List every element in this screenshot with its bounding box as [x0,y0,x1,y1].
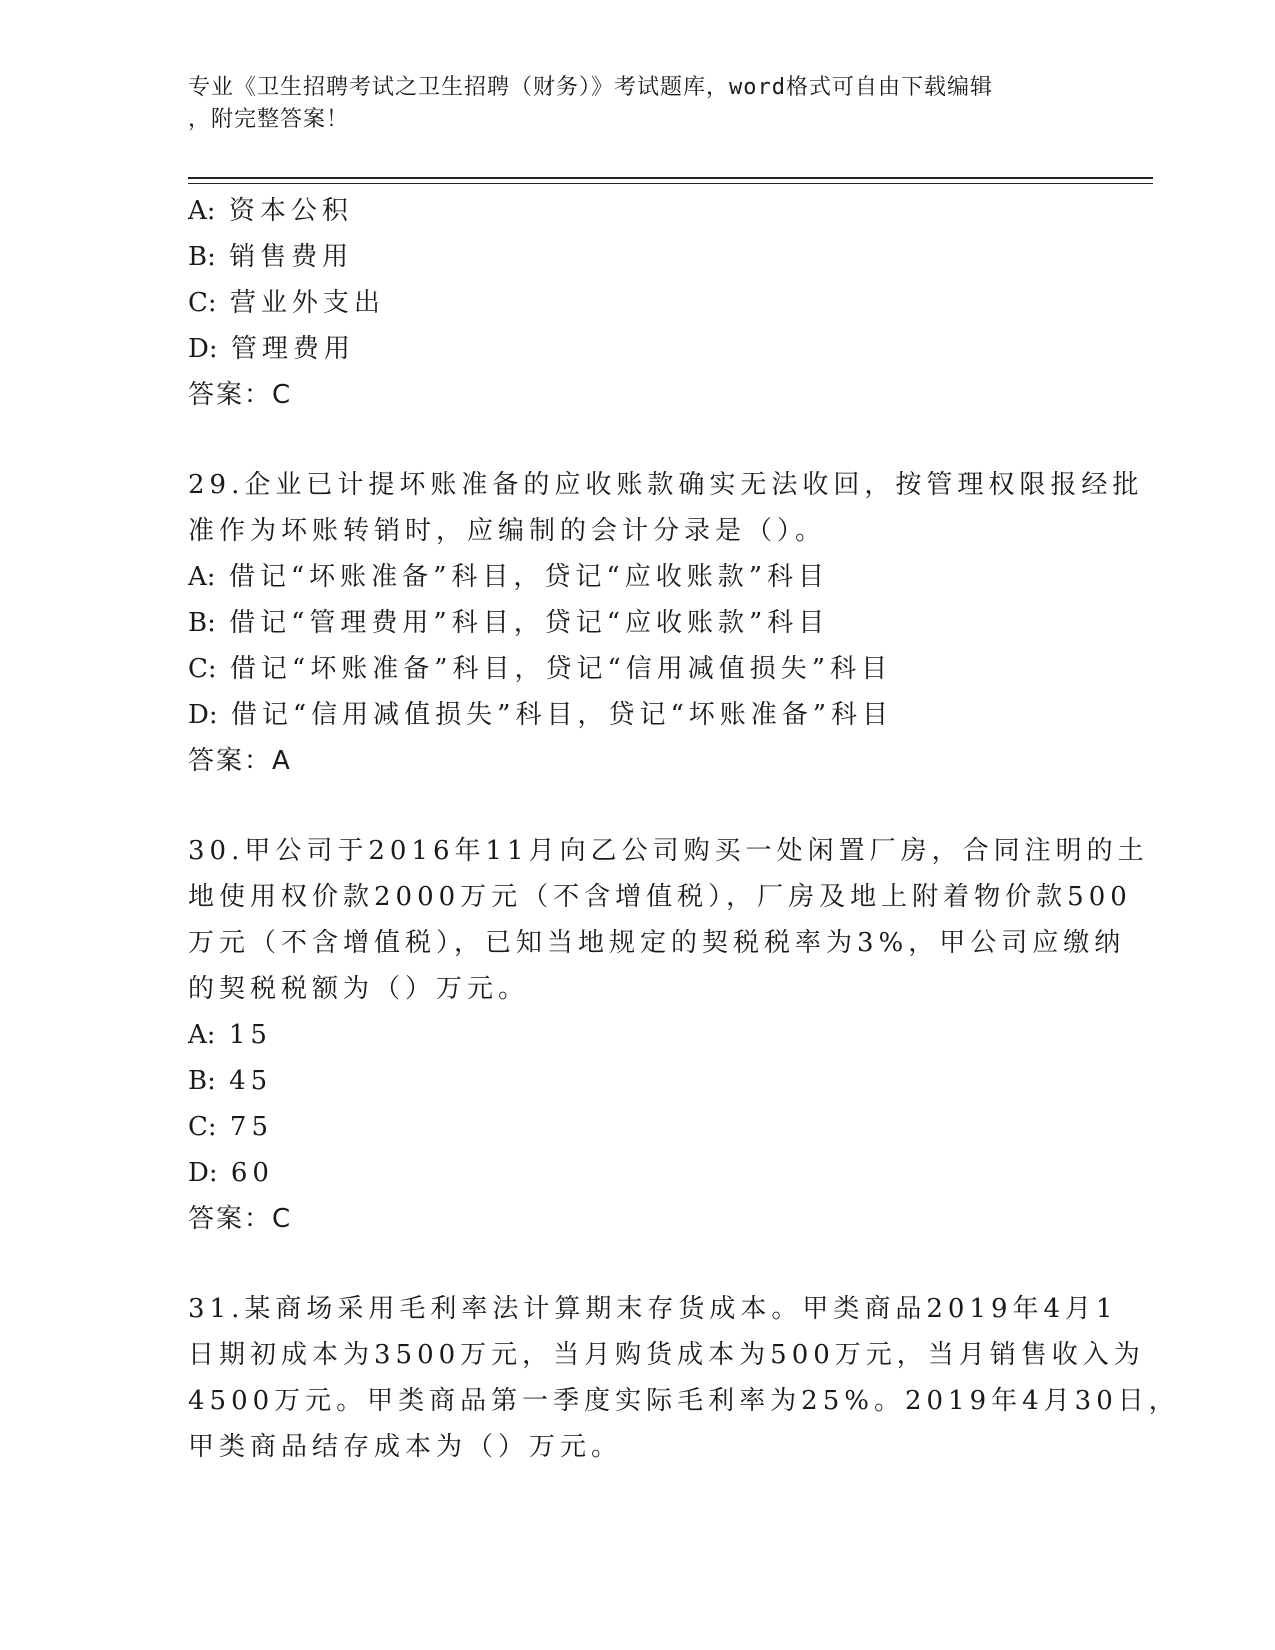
question-28-continued [188,188,1078,418]
option-c: C: 借记“坏账准备”科目，贷记“信用减值损失”科目 [188,654,893,684]
option-a: A: 15 [188,1020,272,1050]
option-a: A: 资本公积 [188,196,353,226]
answer-line: 答案：C [188,1204,293,1234]
question-text-line: 29.企业已计提坏账准备的应收账款确实无法收回，按管理权限报经批 [188,470,1144,500]
option-a: A: 借记“坏账准备”科目，贷记“应收账款”科目 [188,562,829,592]
question-text-line: 地使用权价款2000万元（不含增值税），厂房及地上附着物价款500 [188,882,1132,912]
option-b: B: 销售费用 [188,242,354,272]
question-text-line: 甲类商品结存成本为（）万元。 [188,1432,623,1462]
option-b: B: 45 [188,1066,273,1096]
question-31 [188,1286,1180,1470]
question-30 [188,828,1149,1242]
question-text-line: 的契税税额为（）万元。 [188,974,530,1004]
question-text-line: 30.甲公司于2016年11月向乙公司购买一处闲置厂房，合同注明的土 [188,836,1149,866]
header-line-2: ，附完整答案！ [188,107,350,132]
answer-line: 答案：A [188,746,292,776]
question-text-line: 31.某商场采用毛利率法计算期末存货成本。甲类商品2019年4月1 [188,1294,1118,1324]
document-header [188,72,1068,136]
question-text-line: 万元（不含增值税），已知当地规定的契税税率为3%，甲公司应缴纳 [188,928,1126,958]
question-29 [188,462,1144,784]
option-b: B: 借记“管理费用”科目，贷记“应收账款”科目 [188,608,830,638]
question-text-line: 4500万元。甲类商品第一季度实际毛利率为25%。2019年4月30日， [188,1386,1180,1416]
header-rule-bottom [188,183,1153,184]
option-d: D: 管理费用 [188,334,355,364]
header-line-1: 专业《卫生招聘考试之卫生招聘（财务）》考试题库，word格式可自由下载编辑 [188,75,993,100]
option-d: D: 借记“信用减值损失”科目，贷记“坏账准备”科目 [188,700,894,730]
header-rule-top [188,177,1153,179]
option-c: C: 营业外支出 [188,288,385,318]
question-text-line: 日期初成本为3500万元，当月购货成本为500万元，当月销售收入为 [188,1340,1145,1370]
question-text-line: 准作为坏账转销时，应编制的会计分录是（）。 [188,516,827,546]
question-list [188,188,1180,1470]
option-d: D: 60 [188,1158,274,1188]
option-c: C: 75 [188,1112,274,1142]
answer-line: 答案：C [188,380,293,410]
